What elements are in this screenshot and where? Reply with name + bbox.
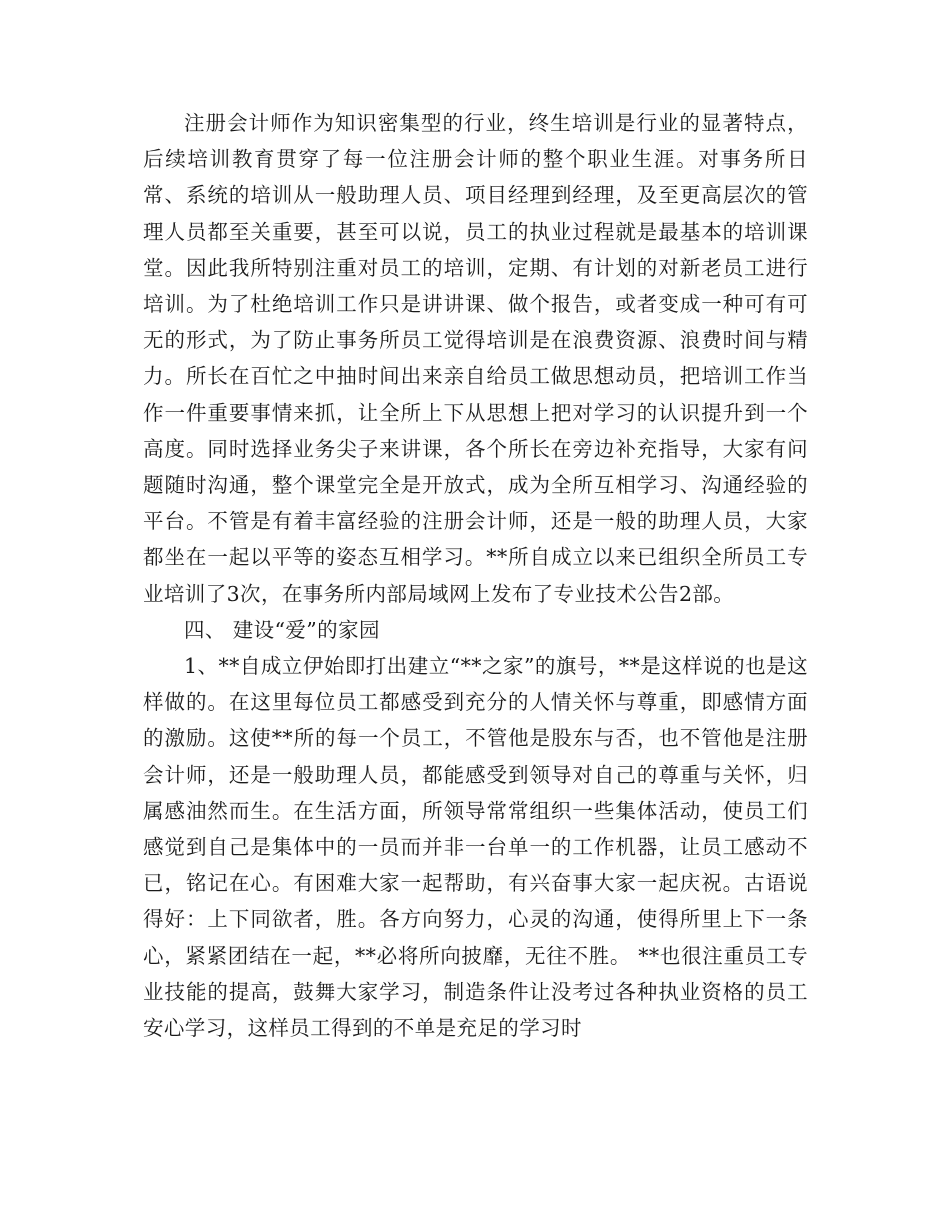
document-body	[143, 105, 808, 1046]
section-heading-home-of-love: 四、 建设“爱”的家园	[184, 617, 380, 642]
paragraph-home-of-love: 1、**自成立伊始即打出建立“**之家”的旗号，**是这样说的也是这样做的。在这里每位员工都感受到充分的人情关怀与尊重，即感情方面的激励。这使**所的每一个员工，不管他是股东与否，也不管他是注册会计师，还是一般助理人员，都能感受到领导对自己的尊重与关怀，归属感油然而生。在生活方面，所领导常常组织一些集体活动，使员工们感觉到自己是集体中的一员而并非一台单一的工作机器，让员工感动不已，铭记在心。有困难大家一起帮助，有兴奋事大家一起庆祝。古语说得好：上下同欲者，胜。各方向努力，心灵的沟通，使得所里上下一条心，紧紧团结在一起，**必将所向披靡，无往不胜。 **也很注重员工专业技能的提高，鼓舞大家学习，制造条件让没考过各种执业资格的员工安心学习，这样员工得到的不单是充足的学习时	[143, 654, 808, 1041]
paragraph-training: 注册会计师作为知识密集型的行业，终生培训是行业的显著特点，后续培训教育贯穿了每一位注册会计师的整个职业生涯。对事务所日常、系统的培训从一般助理人员、项目经理到经理，及至更高层次的管理人员都至关重要，甚至可以说，员工的执业过程就是最基本的培训课堂。因此我所特别注重对员工的培训，定期、有计划的对新老员工进行培训。为了杜绝培训工作只是讲讲课、做个报告，或者变成一种可有可无的形式，为了防止事务所员工觉得培训是在浪费资源、浪费时间与精力。所长在百忙之中抽时间出来亲自给员工做思想动员，把培训工作当作一件重要事情来抓，让全所上下从思想上把对学习的认识提升到一个高度。同时选择业务尖子来讲课，各个所长在旁边补充指导，大家有问题随时沟通，整个课堂完全是开放式，成为全所互相学习、沟通经验的平台。不管是有着丰富经验的注册会计师，还是一般的助理人员，大家都坐在一起以平等的姿态互相学习。**所自成立以来已组织全所员工专业培训了3次，在事务所内部局域网上发布了专业技术公告2部。	[143, 111, 808, 606]
